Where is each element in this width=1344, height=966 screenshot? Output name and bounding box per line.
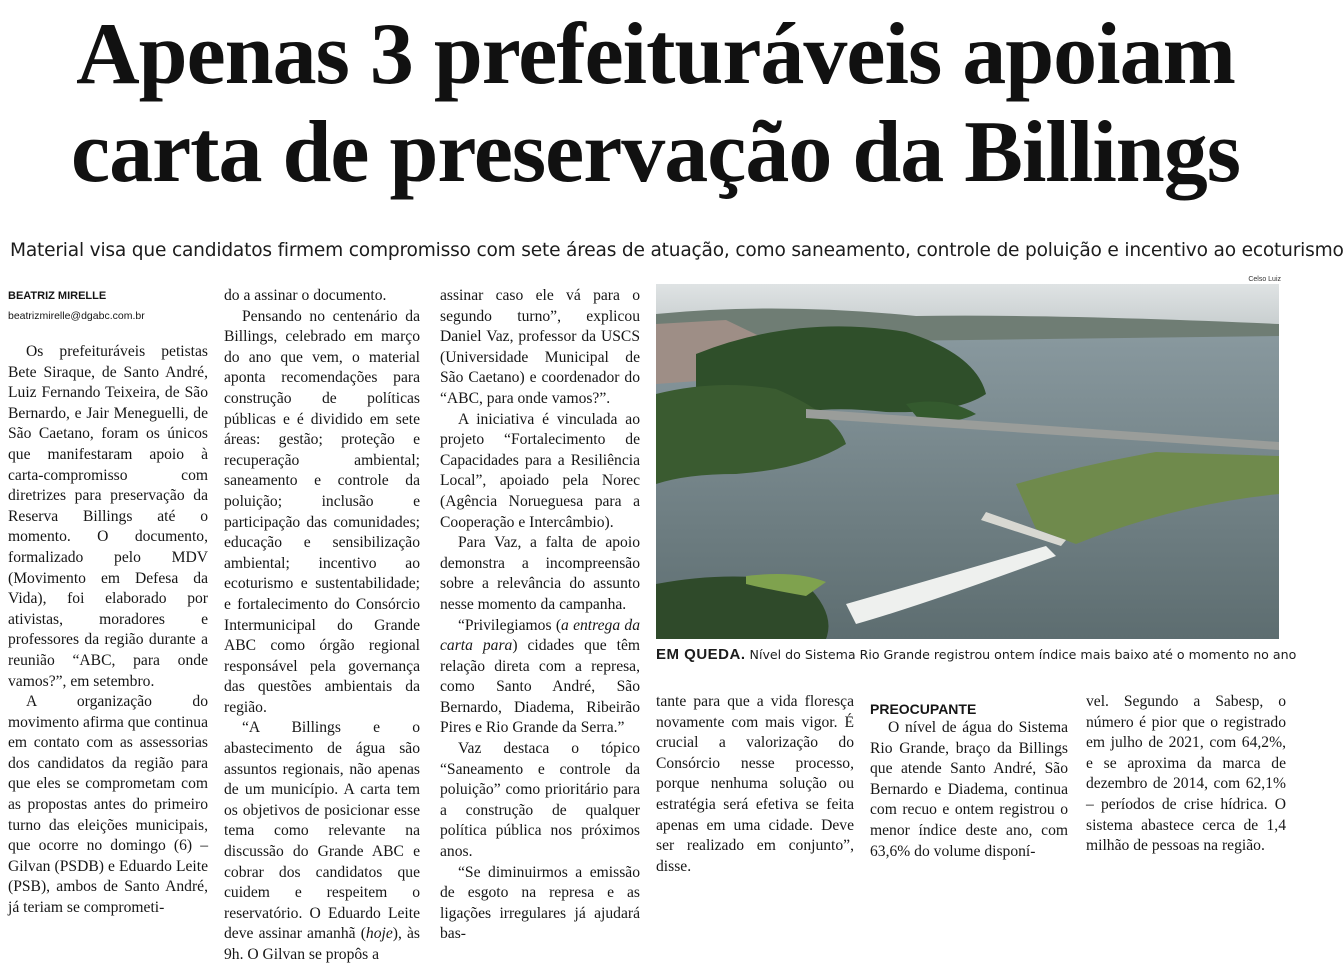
paragraph: assinar caso ele vá para o segundo turno”, explicou Daniel Vaz, professor da USCS (Universidade Municipal de São Caetano) e coordenador do “ABC, para onde vamos?”.	[440, 287, 640, 407]
paragraph: tante para que a vida floresça novamente com mais vigor. É crucial a valorização do Consórcio nesse processo, porque nenhuma solução ou estratégia será efetiva se feita apenas em uma cidade. Deve ser realizado em conjunto”, disse.	[656, 693, 854, 875]
paragraph-text: “Privilegiamos (	[458, 616, 562, 634]
text-column-3	[440, 286, 641, 943]
paragraph	[440, 616, 640, 740]
headline-line-1: Apenas 3 prefeituráveis apoiam	[76, 6, 1235, 103]
caption-tag: EM QUEDA.	[656, 646, 746, 663]
paragraph-text: ), às 9h. O Gilvan se propôs a	[224, 925, 420, 963]
paragraph-text: “A Billings e o abastecimento de água são assuntos regionais, não apenas de um município. A carta tem os objetivos de posicionar esse tema como relevante na discussão do Grande ABC e cobrar dos candidatos que cuidem e respeitem o reservatório. O Eduardo Leite deve assinar amanhã (	[224, 719, 420, 943]
reservoir-illustration	[656, 284, 1279, 639]
headline-line-2: carta de preservação da Billings	[71, 104, 1240, 201]
author-email: beatrizmirelle@dgabc.com.br	[8, 310, 145, 322]
reservoir-aerial-photo	[656, 284, 1279, 639]
paragraph-text: ) cidades que têm relação direta com a represa, como Santo André, São Bernardo, Diadema, Ribeirão Pires e Rio Grande da Serra.”	[440, 637, 641, 737]
paragraph: Para Vaz, a falta de apoio demonstra a incompreensão sobre a relevância do assunto nesse momento da campanha.	[440, 534, 640, 613]
paragraph: Os prefeituráveis petistas Bete Siraque, de Santo André, Luiz Fernando Teixeira, de São Bernardo, e Jair Meneguelli, de São Caetano, foram os únicos que manifestaram apoio à carta-compromisso com diretrizes para preservação da Reserva Billings até o momento. O documento, formalizado pelo MDV (Movimento em Defesa da Vida), foi elaborado por ativistas, moradores e professores da região durante a reunião “ABC, para onde vamos?”, em setembro.	[8, 343, 208, 690]
paragraph: Pensando no centenário da Billings, celebrado em março do ano que vem, o material aponta recomendações para construção de políticas públicas e é dividido em sete áreas: gestão; proteção e recuperação ambiental; saneamento e controle da poluição; inclusão e participação das comunidades; educação e sensibilização ambiental; incentivo ao ecoturismo e sustentabilidade; e fortalecimento do Consórcio Intermunicipal do Grande ABC como órgão regional responsável pela governança das questões ambientais da região.	[224, 307, 420, 716]
paragraph: “Se diminuirmos a emissão de esgoto na represa e as ligações irregulares já ajudará bas-	[440, 863, 640, 943]
paragraph-italic: a entrega da carta para	[440, 616, 640, 655]
paragraph: O nível de água do Sistema Rio Grande, braço da Billings que atende Santo André, São Bernardo e Diadema, continua com recuo e ontem registrou o menor índice deste ano, com 63,6% do volume disponí-	[870, 719, 1068, 860]
headline	[0, 6, 1311, 202]
paragraph: Vaz destaca o tópico “Saneamento e controle da poluição” como prioritário para a construção de qualquer política pública nos próximos anos.	[440, 740, 640, 861]
text-column-5	[870, 700, 1068, 860]
paragraph: do a assinar o documento.	[224, 287, 387, 304]
paragraph-italic: hoje	[365, 925, 393, 943]
text-column-4	[656, 692, 854, 875]
subtitle: Material visa que candidatos firmem compromisso com sete áreas de atuação, como saneamento, controle de poluição e incentivo ao ecoturismo	[10, 240, 1344, 261]
paragraph: vel. Segundo a Sabesp, o número é pior que o registrado em julho de 2021, com 64,2%, e se aproxima da marca de dezembro de 2014, com 62,1% – períodos de crise hídrica. O sistema abastece cerca de 1,4 milhão de pessoas na região.	[1086, 693, 1286, 855]
text-column-1	[8, 342, 208, 917]
photo-credit: Celso Luiz	[1248, 276, 1281, 283]
section-heading: PREOCUPANTE	[870, 701, 977, 717]
text-column-6	[1086, 692, 1286, 857]
text-column-2	[224, 286, 420, 963]
paragraph: A organização do movimento afirma que continua em contato com as assessorias dos candidatos da região para que eles se comprometam com as propostas antes do primeiro turno das eleições municipais, que ocorre no domingo (6) – Gilvan (PSDB) e Eduardo Leite (PSB), ambos de Santo André, já teriam se comprometi-	[8, 693, 208, 917]
paragraph	[224, 718, 420, 965]
author-byline: BEATRIZ MIRELLE	[8, 290, 107, 302]
photo-caption	[656, 646, 1296, 663]
caption-text: Nível do Sistema Rio Grande registrou ontem índice mais baixo até o momento no ano	[745, 647, 1297, 662]
paragraph: A iniciativa é vinculada ao projeto “Fortalecimento de Capacidades para a Resiliência Local”, apoiado pela Norec (Agência Norueguesa para a Cooperação e Intercâmbio).	[440, 410, 640, 531]
